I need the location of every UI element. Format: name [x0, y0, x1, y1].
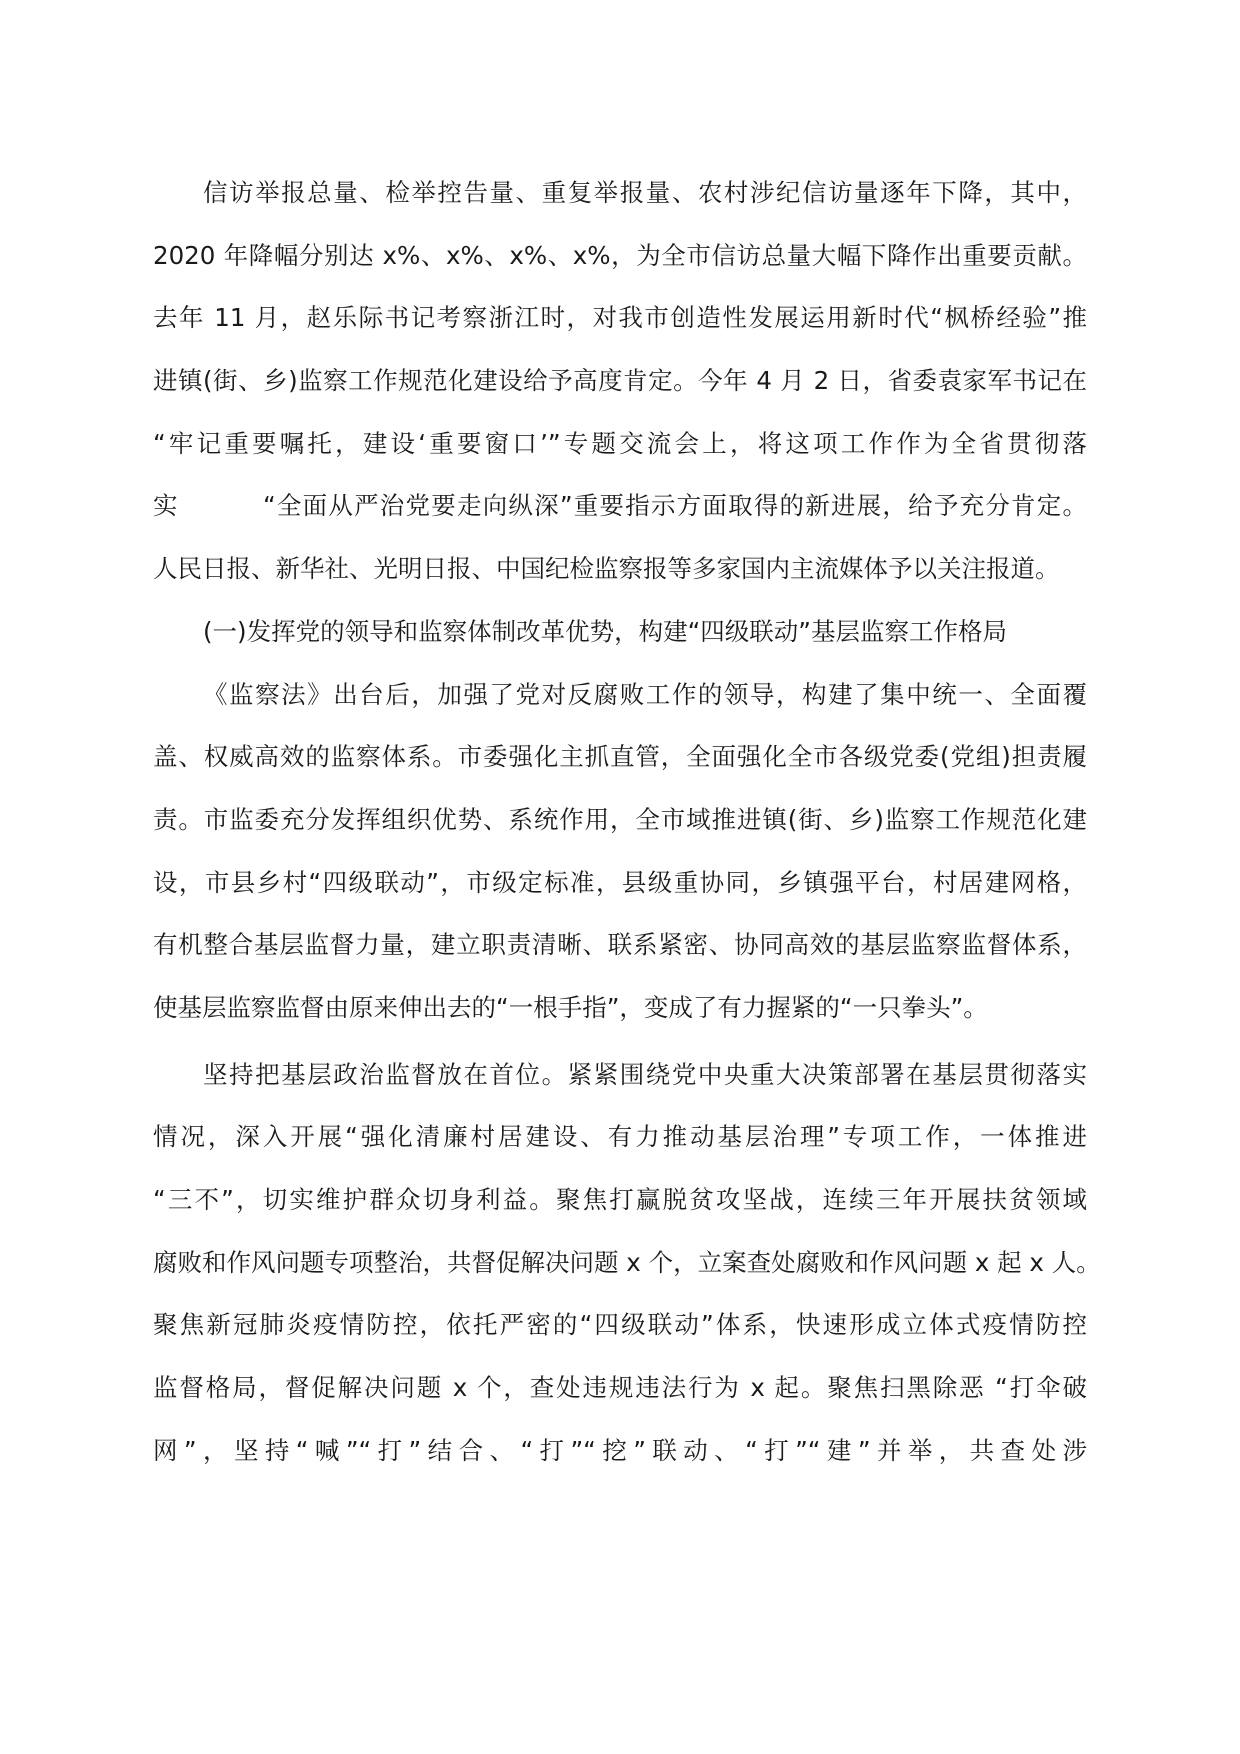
paragraph-line-tail: “全面从严治党要走向纵深”重要指示方面取得的新进展，给予充分肯定。 — [263, 491, 1087, 521]
paragraph-line: 盖、权威高效的监察体系。市委强化主抓直管，全面强化全市各级党委(党组)担责履 — [153, 742, 1087, 772]
paragraph-line: 坚持把基层政治监督放在首位。紧紧围绕党中央重大决策部署在基层贯彻落实 — [203, 1059, 1087, 1089]
paragraph-line: 聚焦新冠肺炎疫情防控，依托严密的“四级联动”体系，快速形成立体式疫情防控 — [153, 1310, 1087, 1340]
paragraph-line: 进镇(街、乡)监察工作规范化建设给予高度肯定。今年 4 月 2 日，省委袁家军书记在 — [153, 366, 1087, 396]
paragraph-line: 责。市监委充分发挥组织优势、系统作用，全市域推进镇(街、乡)监察工作规范化建 — [153, 804, 1087, 834]
paragraph-line: 有机整合基层监督力量，建立职责清晰、联系紧密、协同高效的基层监察监督体系， — [153, 930, 1087, 960]
paragraph-line: 去年 11 月，赵乐际书记考察浙江时，对我市创造性发展运用新时代“枫桥经验”推 — [153, 303, 1087, 333]
paragraph-line: 使基层监察监督由原来伸出去的“一根手指”，变成了有力握紧的“一只拳头”。 — [153, 992, 988, 1022]
paragraph-line-head: 实 — [153, 491, 178, 521]
paragraph-line: 网”，坚持“喊”“打”结合、“打”“挖”联动、“打”“建”并举，共查处涉 — [153, 1435, 1087, 1465]
paragraph-line: 腐败和作风问题专项整治，共督促解决问题 x 个，立案查处腐败和作风问题 x 起 x 人。 — [153, 1247, 1101, 1277]
paragraph-line: 信访举报总量、检举控告量、重复举报量、农村涉纪信访量逐年下降，其中， — [203, 178, 1087, 207]
paragraph-line: “牢记重要嘱托，建设‘重要窗口’”专题交流会上，将这项工作作为全省贯彻落 — [153, 428, 1087, 458]
paragraph-line: 人民日报、新华社、光明日报、中国纪检监察报等多家国内主流媒体予以关注报道。 — [153, 554, 1060, 584]
paragraph-line: 情况，深入开展“强化清廉村居建设、有力推动基层治理”专项工作，一体推进 — [153, 1122, 1087, 1152]
paragraph-line: 《监察法》出台后，加强了党对反腐败工作的领导，构建了集中统一、全面覆 — [203, 679, 1087, 709]
paragraph-line: 监督格局，督促解决问题 x 个，查处违规违法行为 x 起。聚焦扫黑除恶 “打伞破 — [153, 1373, 1087, 1403]
paragraph-line: 2020 年降幅分别达 x%、x%、x%、x%，为全市信访总量大幅下降作出重要贡献。 — [153, 240, 1087, 270]
paragraph-line — [153, 475, 1087, 538]
section-heading: (一)发挥党的领导和监察体制改革优势，构建“四级联动”基层监察工作格局 — [203, 616, 1007, 646]
paragraph-line: 设，市县乡村“四级联动”，市级定标准，县级重协同，乡镇强平台，村居建网格， — [153, 867, 1087, 897]
paragraph-line: “三不”，切实维护群众切身利益。聚焦打赢脱贫攻坚战，连续三年开展扶贫领域 — [153, 1185, 1087, 1214]
document-body — [153, 162, 1101, 1482]
